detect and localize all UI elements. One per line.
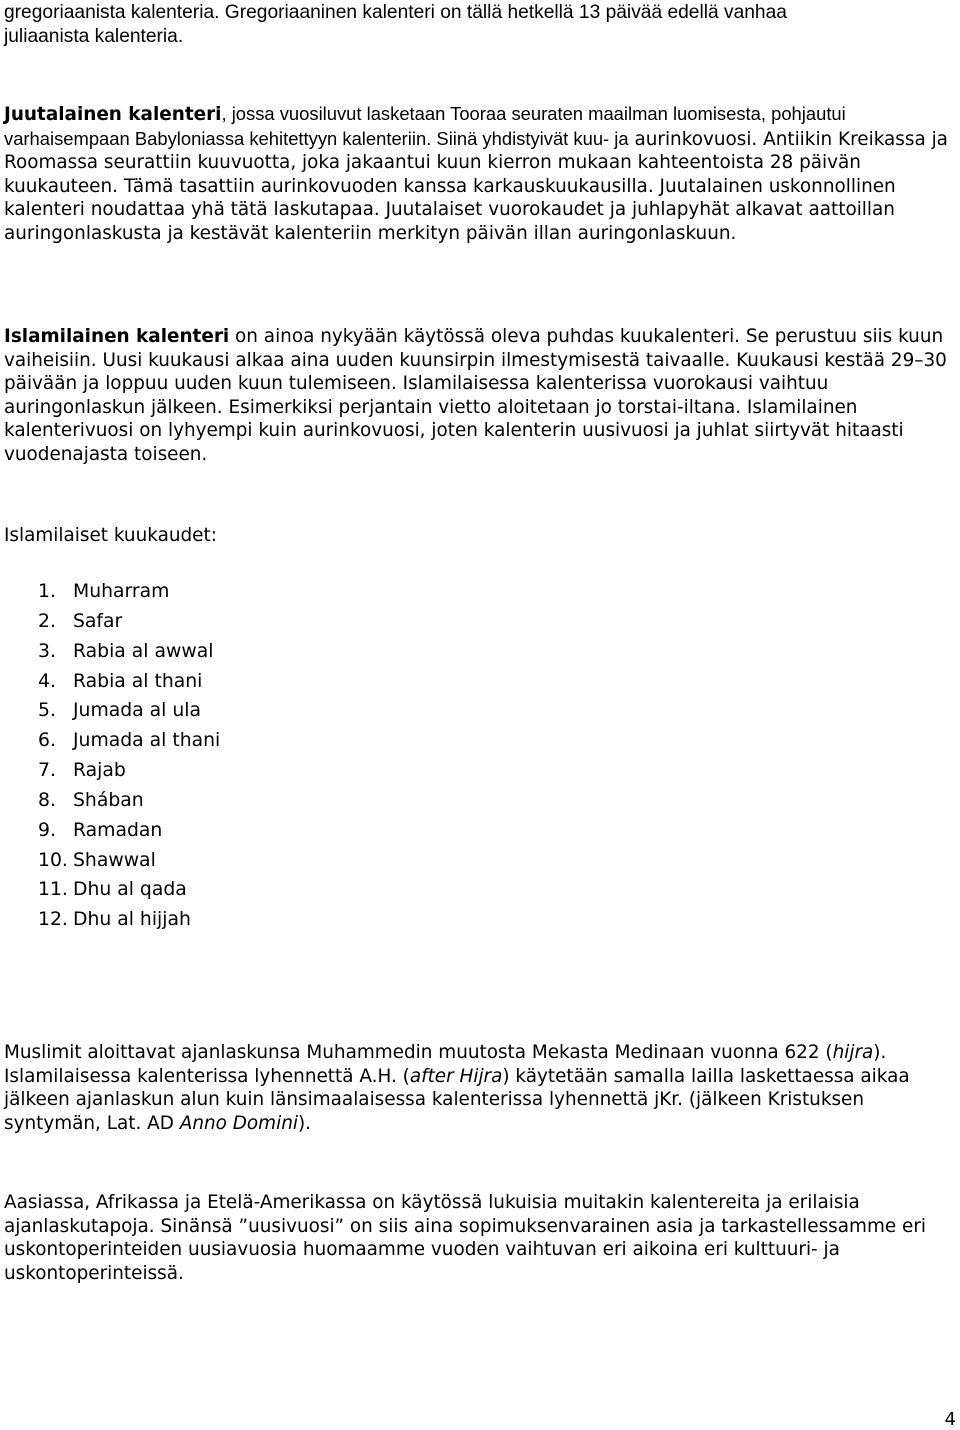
list-item: 10. Shawwal [38,849,156,871]
intro-paragraph: gregoriaanista kalenteria. Gregoriaaninen kalenteri on tällä hetkellä 13 päivää edellä vanhaa juliaanista kalenteria. [4,2,787,47]
islamic-months-list [38,580,220,938]
list-item: 3. Rabia al awwal [38,640,214,662]
islamic-calendar-paragraph: Islamilainen kalenteri on ainoa nykyään käytössä oleva puhdas kuukalenteri. Se perustuu siis kuun vaiheisiin. Uusi kuukausi alkaa aina uuden kuunsirpin ilmestymisestä taivaalle. Kuukausi kestää 29–30 päivään ja loppuu uuden kuun tulemiseen. Islamilaisessa kalenterissa vuorokausi vaihtuu auringonlaskun jälkeen. Esimerkiksi perjantain vietto aloitetaan jo torstai-iltana. Islamilainen kalenterivuosi on lyhyempi kuin aurinkovuosi, joten kalenterin uusivuosi ja juhlat siirtyvät hitaasti vuodenajasta toiseen. [4,326,947,465]
list-item: 5. Jumada al ula [38,700,201,722]
page-number: 4 [944,1409,956,1430]
jewish-calendar-term: Juutalainen kalenteri [4,104,222,125]
list-item: 7. Rajab [38,760,126,782]
list-item: 11. Dhu al qada [38,879,187,901]
list-item: 6. Jumada al thani [38,730,221,752]
hijra-paragraph: Muslimit aloittavat ajanlaskunsa Muhammedin muutosta Mekasta Medinaan vuonna 622 (hijra). Islamilaisessa kalenterissa lyhennettä A.H. (after Hijra) käytetään samalla lailla laskettaessa aikaa jälkeen ajanlaskun alun kuin länsimaalaisessa kalenterissa lyhennettä jKr. (jälkeen Kristuksen syntymän, Lat. AD Anno Domini). [4,1042,910,1134]
months-heading: Islamilaiset kuukaudet: [4,525,217,546]
jewish-calendar-paragraph: Juutalainen kalenteri, jossa vuosiluvut lasketaan Tooraa seuraten maailman luomisesta, pohjautui varhaisempaan Babyloniassa kehitettyyn kalenteriin. Siinä yhdistyivät kuu- ja aurinkovuosi. Antiikin Kreikassa ja Roomassa seurattiin kuuvuotta, joka jakaantui kuun kierron mukaan kahteentoista 28 päivän kuukauteen. Tämä tasattiin aurinkovuoden kanssa karkauskuukausilla. Juutalainen uskonnollinen kalenteri noudattaa yhä tätä laskutapaa. Juutalaiset vuorokaudet ja juhlapyhät alkavat aattoillan auringonlaskusta ja kestävät kalenteriin merkityn päivän illan auringonlaskuun. [4,103,948,244]
list-item: 12. Dhu al hijjah [38,909,191,931]
list-item: 9. Ramadan [38,819,163,841]
list-item: 8. Shában [38,789,144,811]
islamic-calendar-term: Islamilainen kalenteri [4,326,230,347]
list-item: 1. Muharram [38,581,170,602]
list-item: 4. Rabia al thani [38,670,203,692]
list-item: 2. Safar [38,610,123,632]
other-calendars-paragraph: Aasiassa, Afrikassa ja Etelä-Amerikassa on käytössä lukuisia muitakin kalentereita ja erilaisia ajanlaskutapoja. Sinänsä ”uusivuosi” on siis aina sopimuksenvarainen asia ja tarkastellessamme eri uskontoperinteiden uusiavuosia huomaamme vuoden vaihtuvan eri aikoina eri kulttuuri- ja uskontoperinteissä. [4,1192,927,1284]
